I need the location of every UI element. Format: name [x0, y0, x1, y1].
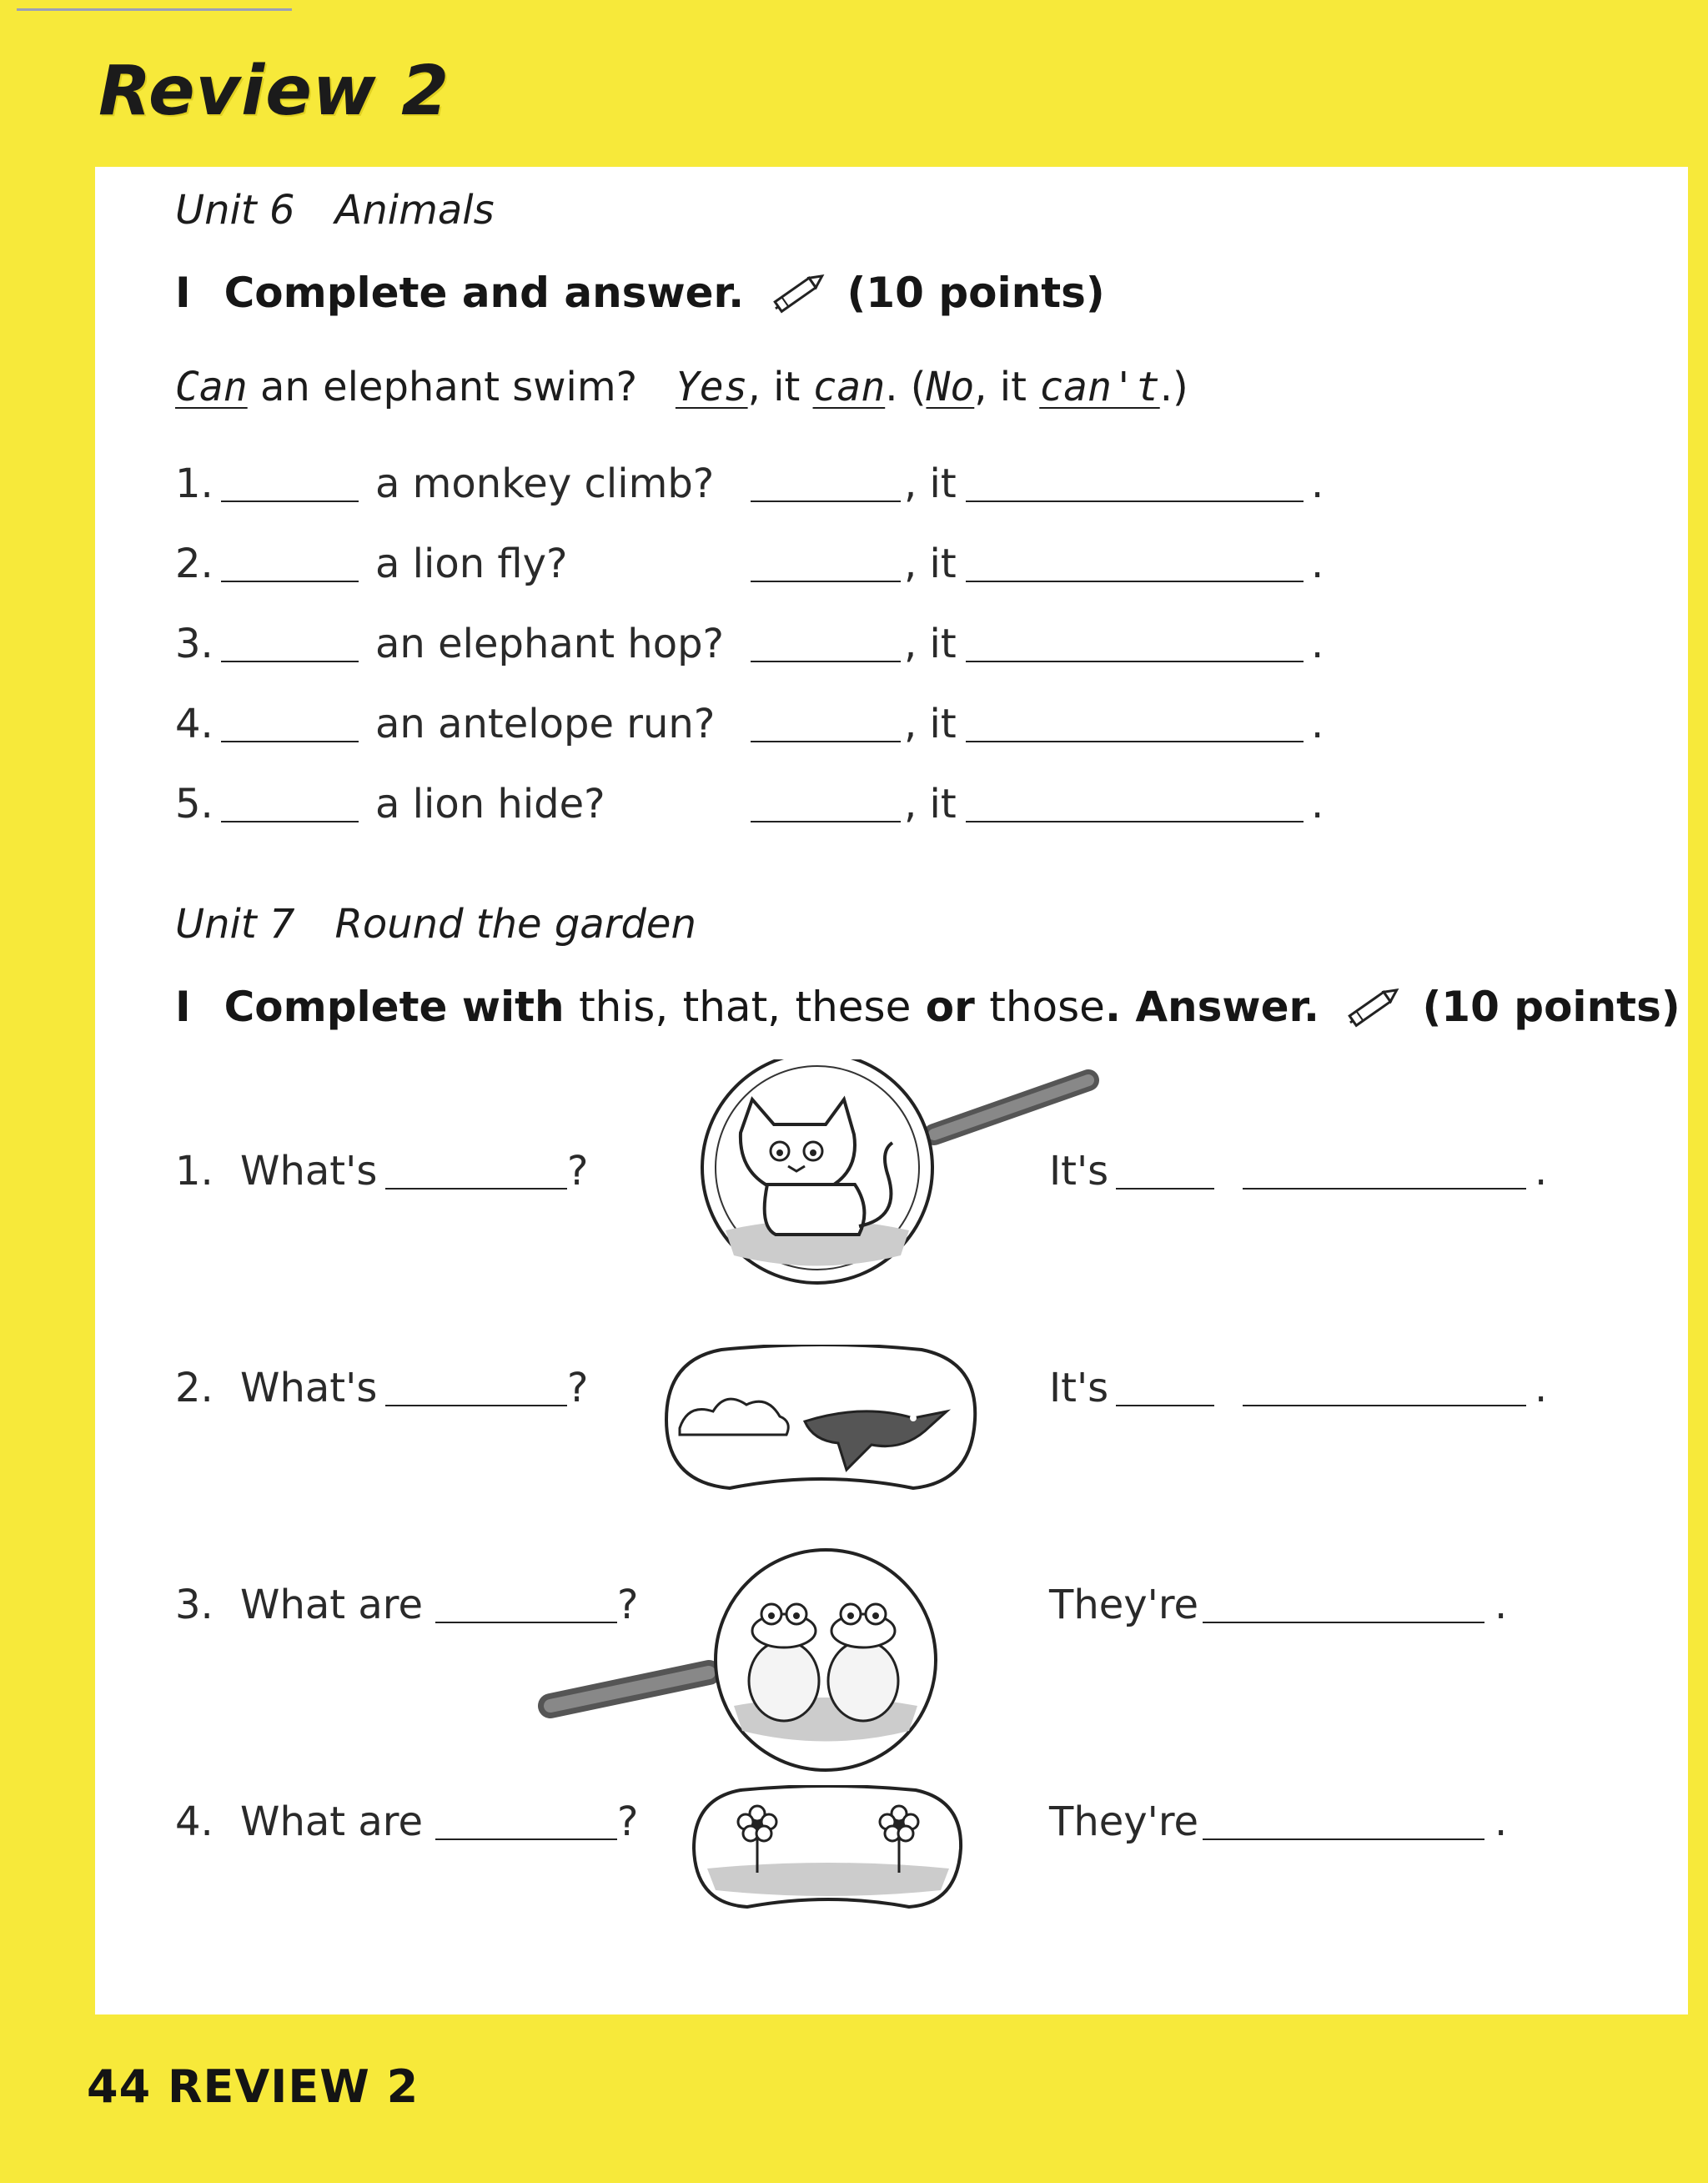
example-answer-cant: can't — [1039, 364, 1160, 410]
pencil-icon — [767, 272, 829, 314]
example-open-paren: . ( — [885, 364, 927, 410]
answer-blank[interactable] — [1243, 1405, 1526, 1406]
example-answer-can-2: can — [812, 364, 886, 410]
item-period: . — [1535, 1148, 1548, 1195]
item-question: What are — [240, 1582, 423, 1628]
item-period: . — [1311, 781, 1324, 827]
word-this: this, — [579, 983, 669, 1031]
item-it: , it — [904, 541, 957, 587]
answer-blank[interactable] — [966, 500, 1304, 502]
item-question: an elephant hop? — [375, 621, 725, 667]
item-answer-start: They're — [1049, 1798, 1199, 1845]
item-it: , it — [904, 701, 957, 747]
item-number: 4. — [175, 1798, 214, 1845]
example-answer-can: Can — [175, 364, 248, 410]
item-period: . — [1311, 460, 1324, 507]
unit6-heading — [175, 187, 495, 234]
item-number: 3. — [175, 1582, 214, 1628]
item-question: What's — [240, 1148, 378, 1195]
answer-blank[interactable] — [385, 1405, 567, 1406]
answer-blank[interactable] — [966, 741, 1304, 742]
item-question-mark: ? — [567, 1365, 589, 1411]
item-number: 1. — [175, 460, 214, 507]
unit7-heading — [175, 901, 696, 948]
answer-blank[interactable] — [751, 741, 901, 742]
item-period: . — [1535, 1365, 1548, 1411]
word-that: that, — [682, 983, 781, 1031]
answer-blank[interactable] — [1116, 1405, 1214, 1406]
answer-blank[interactable] — [1203, 1838, 1484, 1840]
item-number: 5. — [175, 781, 214, 827]
answer-blank[interactable] — [435, 1838, 617, 1840]
item-answer-start: It's — [1049, 1365, 1109, 1411]
word-those: those — [989, 983, 1105, 1031]
example-it: , it — [747, 364, 801, 410]
answer-blank[interactable] — [1203, 1622, 1484, 1623]
footer-label: REVIEW 2 — [167, 2060, 419, 2113]
item-period: . — [1311, 621, 1324, 667]
answer-blank[interactable] — [966, 581, 1304, 582]
item-number: 4. — [175, 701, 214, 747]
page-number: 44 — [87, 2060, 152, 2113]
word-these: these — [795, 983, 912, 1031]
unit6-exercise-heading — [175, 269, 1105, 317]
example-answer-yes: Yes — [675, 364, 748, 410]
cat-magnifier-picture — [701, 1059, 1101, 1293]
worked-example — [175, 364, 1188, 410]
item-number: 2. — [175, 541, 214, 587]
answer-blank[interactable] — [221, 500, 359, 502]
bird-binoculars-picture — [663, 1345, 980, 1491]
item-question-mark: ? — [617, 1798, 639, 1845]
item-question-mark: ? — [567, 1148, 589, 1195]
item-it: , it — [904, 781, 957, 827]
item-question-mark: ? — [617, 1582, 639, 1628]
answer-blank[interactable] — [751, 821, 901, 822]
answer-blank[interactable] — [385, 1188, 567, 1190]
item-question: a lion hide? — [375, 781, 605, 827]
answer-blank[interactable] — [1116, 1188, 1214, 1190]
unit6-label: Unit 6 — [175, 187, 295, 234]
exercise-instruction: Complete and answer. — [224, 269, 745, 317]
word-or: or — [925, 983, 975, 1031]
item-number: 2. — [175, 1365, 214, 1411]
answer-blank[interactable] — [751, 581, 901, 582]
answer-blank[interactable] — [1243, 1188, 1526, 1190]
item-answer-start: They're — [1049, 1582, 1199, 1628]
exercise-instruction: Complete with — [224, 983, 565, 1031]
item-period: . — [1494, 1798, 1508, 1845]
example-answer-no: No — [926, 364, 975, 410]
top-rule — [17, 8, 292, 11]
item-number: 3. — [175, 621, 214, 667]
example-it-2: , it — [974, 364, 1027, 410]
exercise-number: I — [175, 983, 191, 1031]
unit7-name: Round the garden — [334, 901, 696, 948]
flowers-binoculars-picture — [691, 1785, 966, 1910]
answer-blank[interactable] — [751, 500, 901, 502]
item-question: What are — [240, 1798, 423, 1845]
item-period: . — [1311, 701, 1324, 747]
unit6-name: Animals — [334, 187, 495, 234]
unit7-label: Unit 7 — [175, 901, 295, 948]
answer-blank[interactable] — [221, 741, 359, 742]
pencil-icon — [1342, 986, 1404, 1028]
frogs-magnifier-picture — [534, 1547, 942, 1773]
item-period: . — [1494, 1582, 1508, 1628]
item-question: a lion fly? — [375, 541, 568, 587]
page-footer — [87, 2060, 419, 2113]
answer-blank[interactable] — [966, 661, 1304, 662]
item-question: an antelope run? — [375, 701, 716, 747]
answer-blank[interactable] — [966, 821, 1304, 822]
item-answer-start: It's — [1049, 1148, 1109, 1195]
item-it: , it — [904, 621, 957, 667]
item-question: What's — [240, 1365, 378, 1411]
answer-blank[interactable] — [221, 581, 359, 582]
exercise-number: I — [175, 269, 191, 317]
exercise-points: (10 points) — [846, 269, 1105, 317]
answer-blank[interactable] — [221, 821, 359, 822]
example-question: an elephant swim? — [259, 364, 638, 410]
exercise-points: (10 points) — [1422, 983, 1680, 1031]
item-it: , it — [904, 460, 957, 507]
item-number: 1. — [175, 1148, 214, 1195]
unit7-exercise-heading — [175, 983, 1680, 1031]
page-title: Review 2 — [98, 52, 450, 131]
example-close-paren: .) — [1159, 364, 1188, 410]
answer-blank[interactable] — [751, 661, 901, 662]
item-question: a monkey climb? — [375, 460, 715, 507]
exercise-answer: . Answer. — [1104, 983, 1320, 1031]
item-period: . — [1311, 541, 1324, 587]
answer-blank[interactable] — [221, 661, 359, 662]
